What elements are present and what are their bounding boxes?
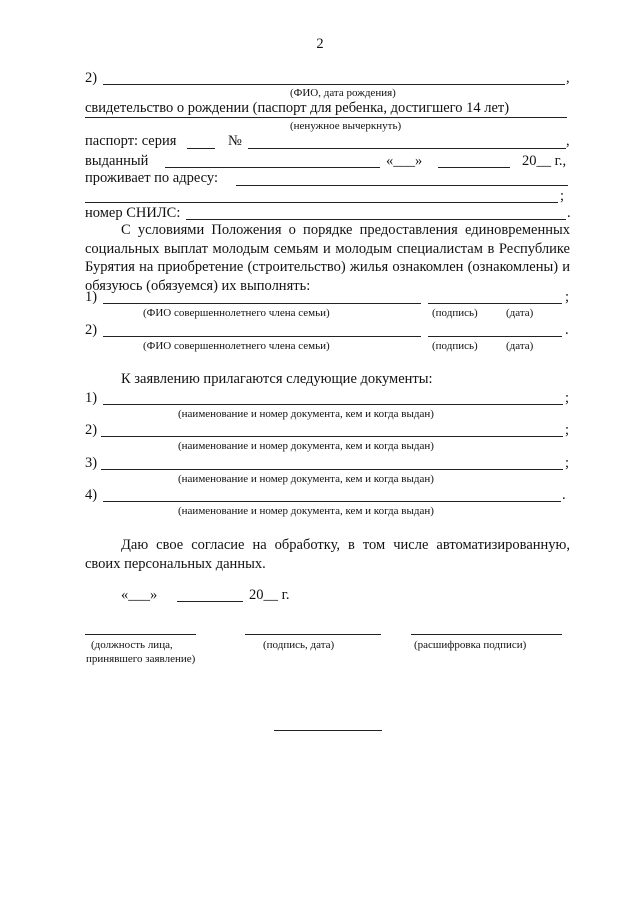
passport-series-line[interactable] bbox=[187, 148, 215, 149]
member2-fio-caption: (ФИО совершеннолетнего члена семьи) bbox=[143, 340, 330, 352]
conditions-paragraph: С условиями Положения о порядке предоставления единовременных социальных выплат молодым семьям и молодым специалистам в Республике Бурятия на приобретение (строительство) жилья ознакомлен (ознакомлены) и обязуюсь (обязуемся) их выполнять: bbox=[85, 222, 570, 294]
member1-fio-caption: (ФИО совершеннолетнего члена семьи) bbox=[143, 307, 330, 319]
page-number: 2 bbox=[316, 36, 324, 52]
member1-date-caption: (дата) bbox=[506, 307, 534, 319]
doc4-line[interactable] bbox=[103, 501, 561, 502]
doc3-caption: (наименование и номер документа, кем и когда выдан) bbox=[178, 473, 434, 485]
doc2-line[interactable] bbox=[101, 436, 563, 437]
passport-number-line[interactable] bbox=[248, 148, 566, 149]
doc4-end: . bbox=[562, 487, 566, 503]
issued-month-line[interactable] bbox=[438, 167, 510, 168]
member2-number: 2) bbox=[85, 322, 98, 338]
position-caption-1: (должность лица, bbox=[91, 639, 173, 651]
passport-comma: , bbox=[566, 133, 570, 149]
applicant2-fio-line[interactable] bbox=[103, 84, 565, 85]
doc3-line[interactable] bbox=[101, 469, 563, 470]
strike-caption: (ненужное вычеркнуть) bbox=[290, 120, 402, 132]
decoding-line[interactable] bbox=[411, 634, 562, 635]
snils-period: . bbox=[567, 205, 571, 221]
doc1-number: 1) bbox=[85, 390, 98, 406]
snils-line[interactable] bbox=[186, 219, 566, 220]
consent-date-quote[interactable]: «___» bbox=[121, 587, 158, 603]
applicant2-comma: , bbox=[566, 70, 570, 86]
fio-caption: (ФИО, дата рождения) bbox=[290, 87, 396, 99]
consent-year[interactable]: 20__ г. bbox=[249, 587, 290, 603]
member1-number: 1) bbox=[85, 289, 98, 305]
passport-no-label: № bbox=[228, 133, 242, 149]
documents-intro: К заявлению прилагаются следующие документы: bbox=[121, 371, 433, 387]
address-line-2[interactable] bbox=[85, 202, 558, 203]
member2-fio-line[interactable] bbox=[103, 336, 421, 337]
issued-date-quote[interactable]: «___» bbox=[386, 153, 423, 169]
position-line[interactable] bbox=[85, 634, 196, 635]
doc1-line[interactable] bbox=[103, 404, 563, 405]
member1-fio-line[interactable] bbox=[103, 303, 421, 304]
address-semicolon: ; bbox=[560, 188, 565, 204]
doc3-end: ; bbox=[565, 455, 570, 471]
doc3-number: 3) bbox=[85, 455, 98, 471]
consent-month-line[interactable] bbox=[177, 601, 243, 602]
doc2-caption: (наименование и номер документа, кем и когда выдан) bbox=[178, 440, 434, 452]
birth-cert-line[interactable] bbox=[85, 117, 567, 118]
sign-date-caption: (подпись, дата) bbox=[263, 639, 335, 651]
issued-year[interactable]: 20__ г., bbox=[522, 153, 567, 169]
doc4-number: 4) bbox=[85, 487, 98, 503]
issued-label: выданный bbox=[85, 153, 149, 169]
consent-paragraph: Даю свое согласие на обработку, в том числе автоматизированную, своих персональных данных. bbox=[85, 537, 570, 572]
applicant2-number: 2) bbox=[85, 70, 98, 86]
snils-label: номер СНИЛС: bbox=[85, 205, 181, 221]
passport-series-label: паспорт: серия bbox=[85, 133, 177, 149]
issued-by-line[interactable] bbox=[165, 167, 380, 168]
bottom-separator bbox=[274, 730, 382, 731]
member1-end: ; bbox=[565, 289, 570, 305]
decoding-caption: (расшифровка подписи) bbox=[414, 639, 527, 651]
doc2-number: 2) bbox=[85, 422, 98, 438]
member2-sign-line[interactable] bbox=[428, 336, 562, 337]
address-line-1[interactable] bbox=[236, 185, 568, 186]
doc2-end: ; bbox=[565, 422, 570, 438]
sign-date-line[interactable] bbox=[245, 634, 381, 635]
member1-sign-caption: (подпись) bbox=[432, 307, 478, 319]
address-label: проживает по адресу: bbox=[85, 170, 218, 186]
birth-cert-label: свидетельство о рождении (паспорт для ребенка, достигшего 14 лет) bbox=[85, 100, 510, 116]
doc1-caption: (наименование и номер документа, кем и когда выдан) bbox=[178, 408, 434, 420]
member2-end: . bbox=[565, 322, 569, 338]
member2-sign-caption: (подпись) bbox=[432, 340, 478, 352]
position-caption-2: принявшего заявление) bbox=[86, 653, 196, 665]
member1-sign-line[interactable] bbox=[428, 303, 562, 304]
doc4-caption: (наименование и номер документа, кем и когда выдан) bbox=[178, 505, 434, 517]
doc1-end: ; bbox=[565, 390, 570, 406]
member2-date-caption: (дата) bbox=[506, 340, 534, 352]
